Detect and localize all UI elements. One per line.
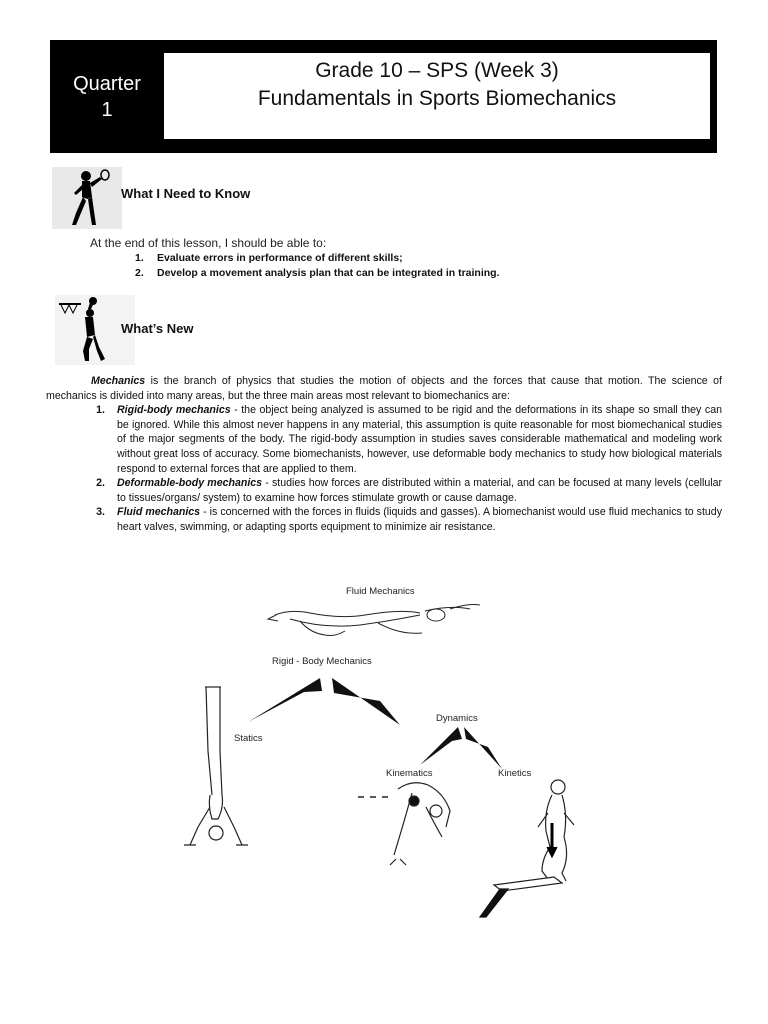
item-number: 1. [96, 404, 105, 417]
diagram-label-fluid: Fluid Mechanics [346, 586, 415, 597]
rigid-left-wedge [248, 678, 322, 722]
mechanics-intro-paragraph [46, 374, 722, 403]
diagram-label-rigid: Rigid - Body Mechanics [272, 656, 372, 667]
quarter-box [50, 40, 164, 153]
diagram-label-kinematics: Kinematics [386, 768, 433, 779]
item-term: Fluid mechanics [117, 506, 201, 519]
swimmer-illustration [268, 605, 480, 636]
item-description: - studies how forces are distributed within a material, and can be focused at many levels (cellular to tissues/organs/ system) to examine how forces stimulate growth or cause damage. [117, 477, 722, 504]
item-text [117, 403, 722, 476]
mechanics-list [46, 403, 722, 534]
list-item [135, 251, 500, 266]
item-term: Rigid-body mechanics [117, 404, 231, 417]
list-item [46, 505, 722, 534]
objective-text: Develop a movement analysis plan that can be integrated in training. [157, 267, 500, 279]
dynamics-left-wedge [420, 727, 462, 765]
mechanics-body [46, 374, 722, 535]
objective-number: 1. [135, 252, 144, 264]
diagram-label-statics: Statics [234, 733, 263, 744]
section-title-know: What I Need to Know [121, 186, 251, 201]
biomechanics-diagram [150, 575, 620, 925]
diagram-label-dynamics: Dynamics [436, 713, 478, 724]
lesson-header [50, 40, 717, 153]
item-text [117, 505, 722, 534]
rigid-right-wedge [332, 678, 400, 725]
quarter-label: Quarter [73, 72, 141, 95]
lesson-title-line2: Fundamentals in Sports Biomechanics [257, 87, 617, 110]
section-title-new: What’s New [121, 321, 194, 336]
item-description: - the object being analyzed is assumed to be rigid and the deformations in its shape so small they can be ignored. While this almost never happens in any material, this assumption is quite reasonable for most biomechanical studies of the major segments of the body. The rigid-body assumption in studies saves considerable mathematical and modeling work without great loss of accuracy. Some biomechanists, however, use deformable body mechanics to study how biological materials respond to external forces that are applied to them. [117, 404, 722, 475]
objective-number: 2. [135, 267, 144, 279]
mechanics-term: Mechanics [91, 375, 146, 387]
item-number: 3. [96, 506, 105, 519]
handstand-figure [184, 687, 248, 845]
item-description: - is concerned with the forces in fluids (liquids and gasses). A biomechanist would use fluid mechanics to study heart valves, swimming, or adapting sports equipment to minimize air resistance. [117, 506, 722, 533]
item-text [117, 476, 722, 505]
dynamics-right-wedge [464, 727, 502, 769]
objective-text: Evaluate errors in performance of different skills; [157, 252, 403, 264]
quarter-number: 1 [101, 98, 113, 121]
title-box [164, 53, 710, 139]
list-item [46, 403, 722, 476]
diver-figure [358, 783, 450, 865]
tennis-player-icon [52, 167, 122, 229]
objectives-intro: At the end of this lesson, I should be able to: [90, 236, 327, 250]
item-number: 2. [96, 477, 105, 490]
lesson-title-line1: Grade 10 – SPS (Week 3) [315, 59, 559, 82]
kinetics-figure [480, 780, 574, 917]
item-term: Deformable-body mechanics [117, 477, 263, 490]
objectives-list [135, 251, 500, 281]
list-item [135, 266, 500, 281]
mechanics-intro-text: is the branch of physics that studies the motion of objects and the forces that cause that motion. The science of mechanics is divided into many areas, but the three main areas most relevant to biomechanics are: [46, 375, 722, 402]
list-item [46, 476, 722, 505]
diagram-label-kinetics: Kinetics [498, 768, 532, 779]
